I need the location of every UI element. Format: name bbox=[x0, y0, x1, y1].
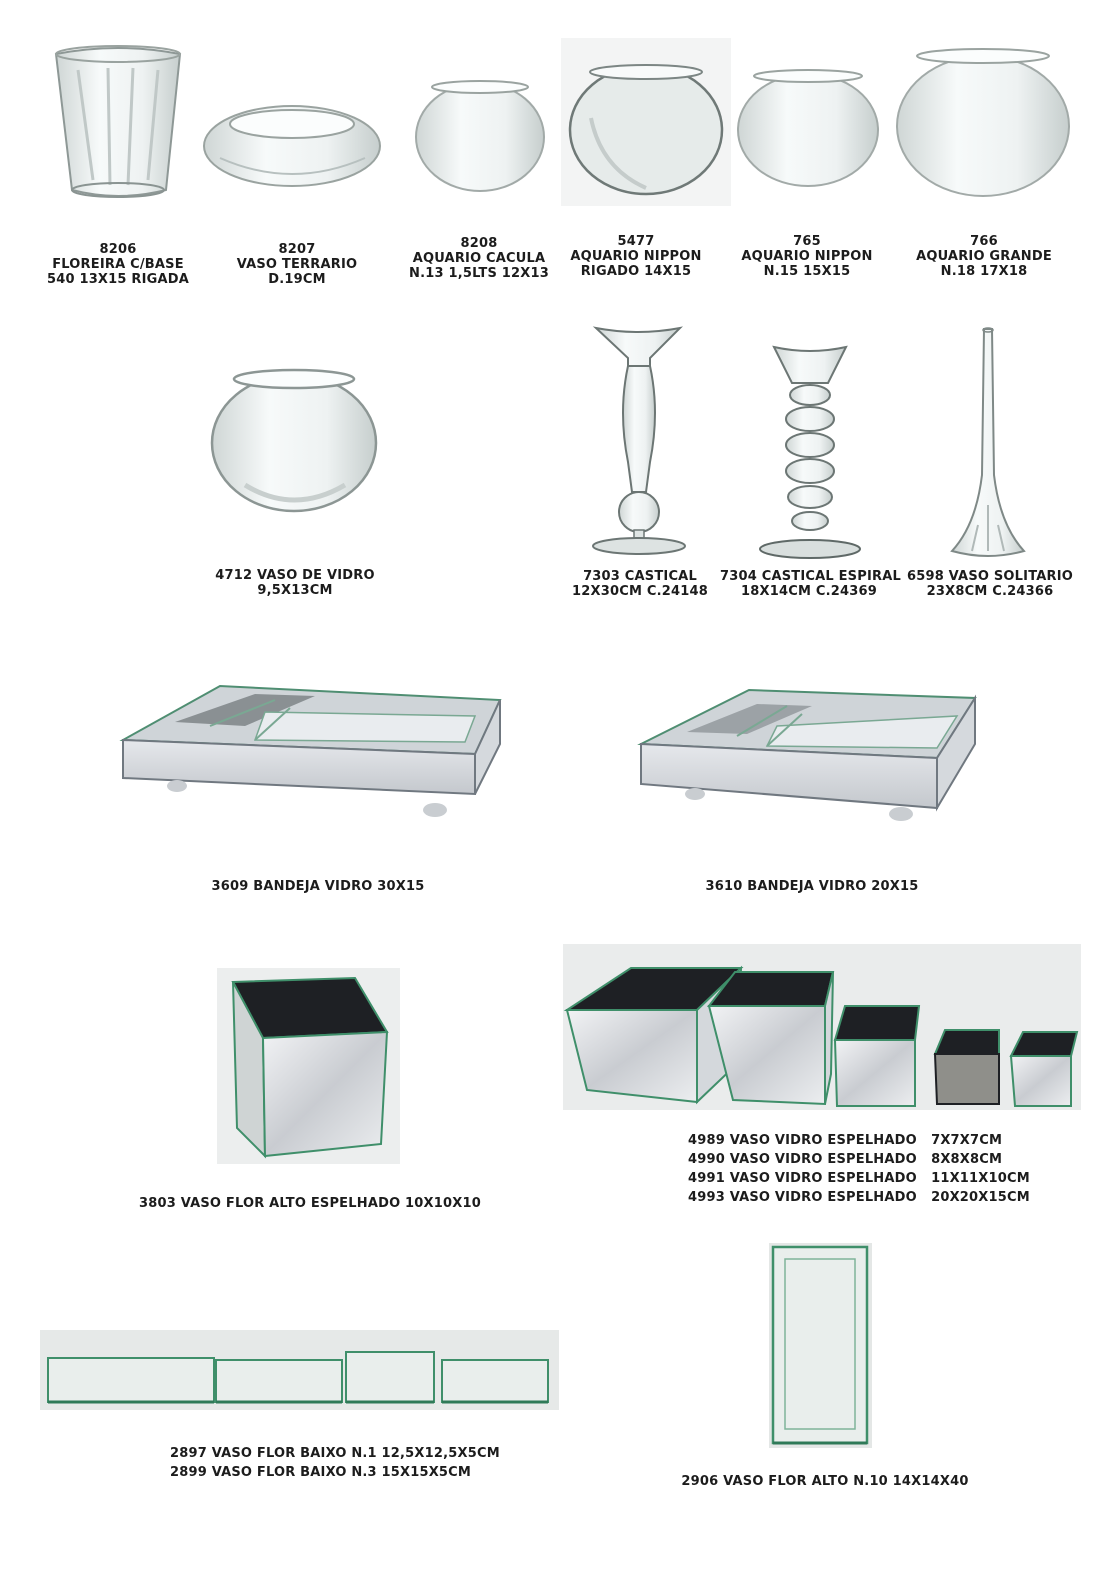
product-caption: 2906 VASO FLOR ALTO N.10 14X14X40 bbox=[681, 1474, 969, 1489]
product-size: 540 13X15 RIGADA bbox=[46, 272, 190, 287]
product-size: 12X30CM C.24148 bbox=[572, 584, 708, 599]
set-line bbox=[688, 1150, 1018, 1169]
product-size: 18X14CM C.24369 bbox=[741, 584, 877, 599]
tumbler-vase-icon bbox=[48, 40, 188, 205]
round-vase-icon bbox=[205, 365, 383, 515]
mirror-cube-icon bbox=[217, 968, 400, 1164]
product-code: 8207 bbox=[278, 242, 316, 257]
mirror-tray-icon bbox=[115, 682, 505, 822]
set-line-name: 4991 VASO VIDRO ESPELHADO bbox=[688, 1171, 917, 1186]
mirror-cube-set-icon bbox=[563, 944, 1081, 1110]
product-size: 23X8CM C.24366 bbox=[926, 584, 1054, 599]
product-code: 8206 bbox=[99, 242, 137, 257]
product-name: 2897 VASO FLOR BAIXO N.1 12,5X12,5X5CM bbox=[170, 1446, 500, 1461]
set-line bbox=[688, 1188, 1030, 1207]
product-name: FLOREIRA C/BASE bbox=[52, 257, 184, 272]
product-name: 2899 VASO FLOR BAIXO N.3 15X15X5CM bbox=[170, 1465, 472, 1480]
low-bowl-icon bbox=[200, 98, 385, 198]
fishbowl-icon bbox=[892, 42, 1074, 200]
set-line-name: 4990 VASO VIDRO ESPELHADO bbox=[688, 1152, 917, 1167]
set-line bbox=[688, 1131, 1018, 1150]
set-line-name: 4993 VASO VIDRO ESPELHADO bbox=[688, 1190, 917, 1205]
set-line-size: 7X7X7CM bbox=[931, 1133, 1003, 1148]
product-name: 7303 CASTICAL bbox=[583, 569, 697, 584]
mirror-tray-icon bbox=[637, 686, 982, 826]
product-name: AQUARIO NIPPON bbox=[570, 249, 702, 264]
product-size: N.13 1,5LTS 12X13 bbox=[409, 266, 549, 281]
product-size: N.18 17X18 bbox=[940, 264, 1028, 279]
product-size: D.19CM bbox=[268, 272, 326, 287]
set-line-size: 8X8X8CM bbox=[931, 1152, 1003, 1167]
fishbowl-icon bbox=[733, 64, 883, 189]
product-code: 5477 bbox=[617, 234, 655, 249]
product-size: RIGADO 14X15 bbox=[580, 264, 692, 279]
tall-glass-box-icon bbox=[769, 1243, 872, 1448]
product-caption: 3803 VASO FLOR ALTO ESPELHADO 10X10X10 bbox=[139, 1196, 481, 1211]
product-name: AQUARIO NIPPON bbox=[741, 249, 873, 264]
product-code: 8208 bbox=[460, 236, 498, 251]
spiral-candlestick-icon bbox=[756, 343, 864, 563]
set-line-size: 11X11X10CM bbox=[931, 1171, 1030, 1186]
low-glass-box-icon bbox=[40, 1330, 559, 1410]
set-line bbox=[688, 1169, 1030, 1188]
product-size: N.15 15X15 bbox=[763, 264, 851, 279]
bud-vase-icon bbox=[948, 325, 1028, 561]
product-caption: 3610 BANDEJA VIDRO 20X15 bbox=[705, 879, 919, 894]
candlestick-icon bbox=[588, 322, 688, 560]
product-code: 766 bbox=[970, 234, 998, 249]
product-caption: 3609 BANDEJA VIDRO 30X15 bbox=[211, 879, 425, 894]
product-name: 6598 VASO SOLITARIO bbox=[906, 569, 1074, 584]
product-name: 4712 VASO DE VIDRO bbox=[215, 568, 375, 583]
product-code: 765 bbox=[793, 234, 821, 249]
product-name: AQUARIO GRANDE bbox=[916, 249, 1052, 264]
set-line-size: 20X20X15CM bbox=[931, 1190, 1030, 1205]
product-name: 7304 CASTICAL ESPIRAL bbox=[720, 569, 901, 584]
product-size: 9,5X13CM bbox=[257, 583, 333, 598]
product-name: VASO TERRARIO bbox=[236, 257, 358, 272]
set-line-name: 4989 VASO VIDRO ESPELHADO bbox=[688, 1133, 917, 1148]
fishbowl-icon bbox=[410, 75, 550, 193]
fishbowl-icon bbox=[561, 38, 731, 206]
product-name: AQUARIO CACULA bbox=[412, 251, 546, 266]
